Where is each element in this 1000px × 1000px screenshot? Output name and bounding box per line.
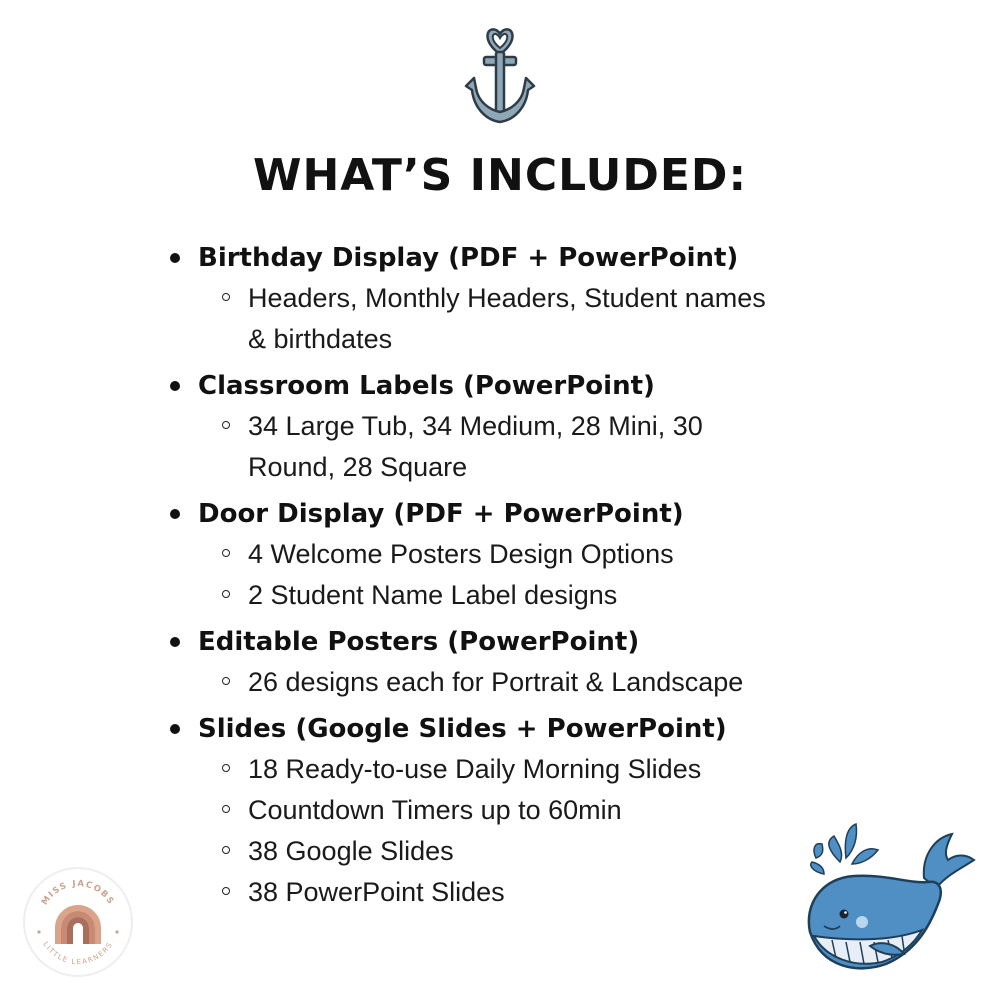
bullet bbox=[170, 381, 180, 391]
page-title: WHAT’S INCLUDED: bbox=[252, 150, 748, 201]
sub-bullet bbox=[222, 677, 230, 685]
anchor-heart-icon bbox=[460, 24, 540, 128]
list-item-editable-posters bbox=[170, 622, 890, 703]
sub-item bbox=[198, 749, 890, 790]
sub-item bbox=[198, 872, 890, 913]
sub-item bbox=[198, 406, 890, 488]
sub-bullet bbox=[222, 293, 230, 301]
list-item-label: Birthday Display (PDF + PowerPoint) bbox=[198, 243, 739, 273]
list-item-label: Door Display (PDF + PowerPoint) bbox=[198, 499, 684, 529]
bullet bbox=[170, 724, 180, 734]
sub-item bbox=[198, 278, 890, 360]
list-item-birthday-display bbox=[170, 238, 890, 360]
sub-item-label: 38 PowerPoint Slides bbox=[248, 877, 505, 907]
whale-illustration bbox=[796, 812, 978, 980]
sub-bullet bbox=[222, 549, 230, 557]
bullet bbox=[170, 253, 180, 263]
sub-bullet bbox=[222, 421, 230, 429]
logo-top-text: MISS JACOBS bbox=[39, 878, 117, 908]
list-item-classroom-labels bbox=[170, 366, 890, 488]
sub-item-label: 2 Student Name Label designs bbox=[248, 580, 618, 610]
sub-item-label: 18 Ready-to-use Daily Morning Slides bbox=[248, 754, 702, 784]
bullet bbox=[170, 509, 180, 519]
rainbow-logo bbox=[22, 866, 134, 978]
sub-item-label: Headers, Monthly Headers, Student names & birthdates bbox=[248, 283, 766, 354]
sub-item-label: 26 designs each for Portrait & Landscape bbox=[248, 667, 744, 697]
bullet bbox=[170, 637, 180, 647]
sub-bullet bbox=[222, 887, 230, 895]
sub-item bbox=[198, 831, 890, 872]
sub-item-label: Countdown Timers up to 60min bbox=[248, 795, 622, 825]
sub-item bbox=[198, 534, 890, 575]
sub-bullet bbox=[222, 846, 230, 854]
list-item-label: Classroom Labels (PowerPoint) bbox=[198, 371, 655, 401]
included-list bbox=[170, 238, 890, 913]
sub-item bbox=[198, 662, 890, 703]
sub-bullet bbox=[222, 764, 230, 772]
list-item-door-display bbox=[170, 494, 890, 616]
sub-item-label: 34 Large Tub, 34 Medium, 28 Mini, 30 Round, 28 Square bbox=[248, 411, 703, 482]
sub-item-label: 38 Google Slides bbox=[248, 836, 454, 866]
list-item-label: Slides (Google Slides + PowerPoint) bbox=[198, 714, 727, 744]
sub-bullet bbox=[222, 590, 230, 598]
sub-item bbox=[198, 790, 890, 831]
logo-bottom-text: LITTLE LEARNERS bbox=[41, 940, 115, 967]
sub-bullet bbox=[222, 805, 230, 813]
sub-item bbox=[198, 575, 890, 616]
list-item-label: Editable Posters (PowerPoint) bbox=[198, 627, 640, 657]
list-item-slides bbox=[170, 709, 890, 913]
sub-item-label: 4 Welcome Posters Design Options bbox=[248, 539, 674, 569]
